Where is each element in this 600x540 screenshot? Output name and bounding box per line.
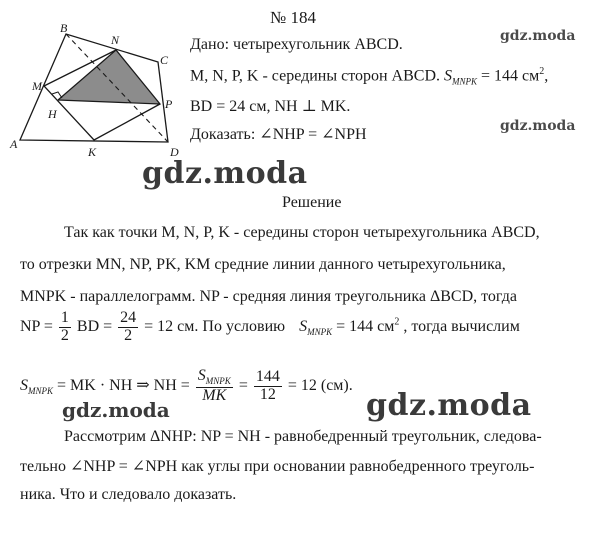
np-result: = 12 см. По условию [144,317,286,335]
solution-line-2: то отрезки MN, NP, PK, KM средние линии данного четырехугольника, [20,256,506,273]
label-b: B [60,22,68,35]
quadrilateral-figure [8,22,194,172]
problem-number: № 184 [270,8,316,27]
solution-line-1: Так как точки M, N, P, K - середины сторон четырехугольника ABCD, [64,224,540,241]
equals-sign: = [238,376,248,394]
fraction-numerator: 1 [60,309,69,326]
area-subscript: MNPK [452,76,478,87]
label-h: H [48,107,57,121]
fraction-numerator: 24 [120,309,137,326]
fraction-one-half [59,310,71,345]
label-k: K [88,145,97,159]
area-exponent: 2 [394,316,400,328]
formula-line-1 [20,310,520,345]
given-midpoints: M, N, P, K - середины сторон ABCD. [190,67,440,85]
area-exponent: 2 [539,66,545,77]
label-c: C [160,53,169,67]
fraction-24-over-2 [118,310,138,345]
solution-line-3: MNPK - параллелограмм. NP - средняя линия треугольника ΔBCD, тогда [20,288,517,305]
label-n: N [111,33,120,47]
fraction-s-over-mk [196,368,233,404]
area-formula: = MK · NH ⇒ NH = [57,376,190,394]
given-line-4: Доказать: ∠NHP = ∠NPH [190,126,367,143]
watermark-top-right-2: gdz.moda [500,118,576,134]
area-symbol: S [299,317,308,335]
area-subscript: MNPK [28,386,54,397]
watermark-mid-left: gdz.moda [142,156,308,191]
label-m: M [32,79,42,93]
area-symbol: S [20,376,28,394]
solution-heading: Решение [282,194,342,211]
area-value: = 144 см [481,67,540,85]
label-p: P [165,97,173,111]
area-comma: , [544,67,549,85]
watermark-top-right-1: gdz.moda [500,28,576,44]
then-compute: , тогда вычислим [403,317,520,335]
fraction-denominator: 2 [124,326,133,344]
fraction-denominator: 12 [259,385,276,403]
fraction-numerator [196,368,233,388]
watermark-bottom-right: gdz.moda [366,388,532,423]
nh-result: = 12 (см). [287,376,353,394]
label-d: D [170,145,179,159]
area-subscript: MNPK [205,376,231,387]
area-symbol: S [444,67,452,85]
area-value: = 144 см [336,317,395,335]
fraction-144-over-12 [254,369,282,404]
np-label: NP = [20,317,53,335]
fraction-numerator: 144 [255,367,280,385]
solution-line-4: Рассмотрим ΔNHP: NP = NH - равнобедренный треугольник, следова- [64,428,542,445]
watermark-bottom-left: gdz.moda [62,398,170,422]
given-line-3: BD = 24 см, NH ⊥ MK. [190,98,351,115]
bd-label: BD = [76,317,113,335]
fraction-denominator: MK [202,386,227,404]
given-line-2 [190,66,548,87]
fraction-denominator: 2 [60,326,69,344]
solution-line-6: ника. Что и следовало доказать. [20,486,237,503]
solution-line-5: тельно ∠NHP = ∠NPH как углы при основании равнобедренного треуголь- [20,458,535,475]
area-subscript: MNPK [307,327,333,338]
given-line-1: Дано: четырехугольник ABCD. [190,36,403,53]
area-symbol: S [197,367,206,384]
label-a: A [10,137,18,151]
